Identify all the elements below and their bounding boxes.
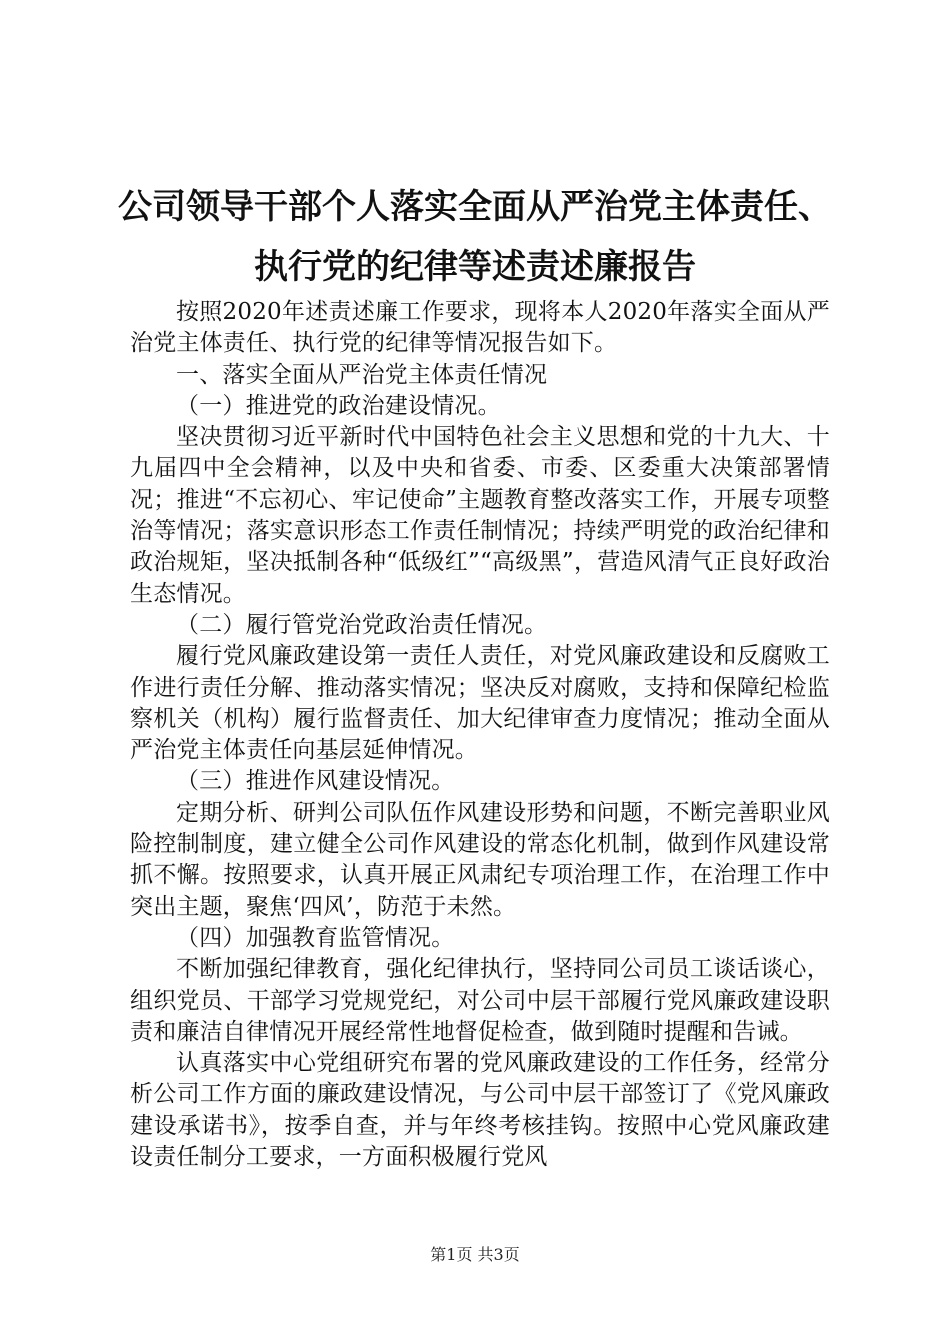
paragraph-work-style: 定期分析、研判公司队伍作风建设形势和问题，不断完善职业风险控制制度，建立健全公司作风建设的常态化机制，做到作风建设常抓不懈。按照要求，认真开展正风肃纪专项治理工作，在治理工作中突出主题，聚焦‘四风’，防范于未然。: [130, 799, 830, 920]
subsection-heading-2: （二）履行管党治党政治责任情况。: [176, 611, 548, 638]
document-title-line-2: 执行党的纪律等述责述廉报告: [254, 247, 696, 287]
subsection-heading-3: （三）推进作风建设情况。: [176, 768, 455, 795]
document-title-line-1: 公司领导干部个人落实全面从严治党主体责任、: [118, 187, 832, 227]
subsection-heading-1: （一）推进党的政治建设情况。: [176, 392, 501, 419]
paragraph-intro: 按照2020年述责述廉工作要求，现将本人2020年落实全面从严治党主体责任、执行党的纪律等情况报告如下。: [130, 299, 830, 357]
subsection-heading-4: （四）加强教育监管情况。: [176, 924, 455, 951]
paragraph-party-tasks: 认真落实中心党组研究布署的党风廉政建设的工作任务，经常分析公司工作方面的廉政建设情况，与公司中层干部签订了《党风廉政建设承诺书》，按季自查，并与年终考核挂钩。按照中心党风廉政建设责任制分工要求，一方面积极履行党风: [130, 1050, 830, 1171]
page-footer: 第1页 共3页: [430, 1245, 520, 1264]
paragraph-political-responsibility: 履行党风廉政建设第一责任人责任，对党风廉政建设和反腐败工作进行责任分解、推动落实情况；坚决反对腐败，支持和保障纪检监察机关（机构）履行监督责任、加大纪律审查力度情况；推动全面从严治党主体责任向基层延伸情况。: [130, 643, 830, 764]
paragraph-political-construction: 坚决贯彻习近平新时代中国特色社会主义思想和党的十九大、十九届四中全会精神，以及中央和省委、市委、区委重大决策部署情况；推进“不忘初心、牢记使命”主题教育整改落实工作，开展专项整治等情况；落实意识形态工作责任制情况；持续严明党的政治纪律和政治规矩，坚决抵制各种“低级红”“高级黑”，营造风清气正良好政治生态情况。: [130, 424, 830, 607]
document-body: [130, 297, 830, 1173]
paragraph-education-supervision: 不断加强纪律教育，强化纪律执行，坚持同公司员工谈话谈心，组织党员、干部学习党规党纪，对公司中层干部履行党风廉政建设职责和廉洁自律情况开展经常性地督促检查，做到随时提醒和告诫。: [130, 956, 830, 1045]
section-heading-1: 一、落实全面从严治党主体责任情况: [176, 361, 548, 388]
